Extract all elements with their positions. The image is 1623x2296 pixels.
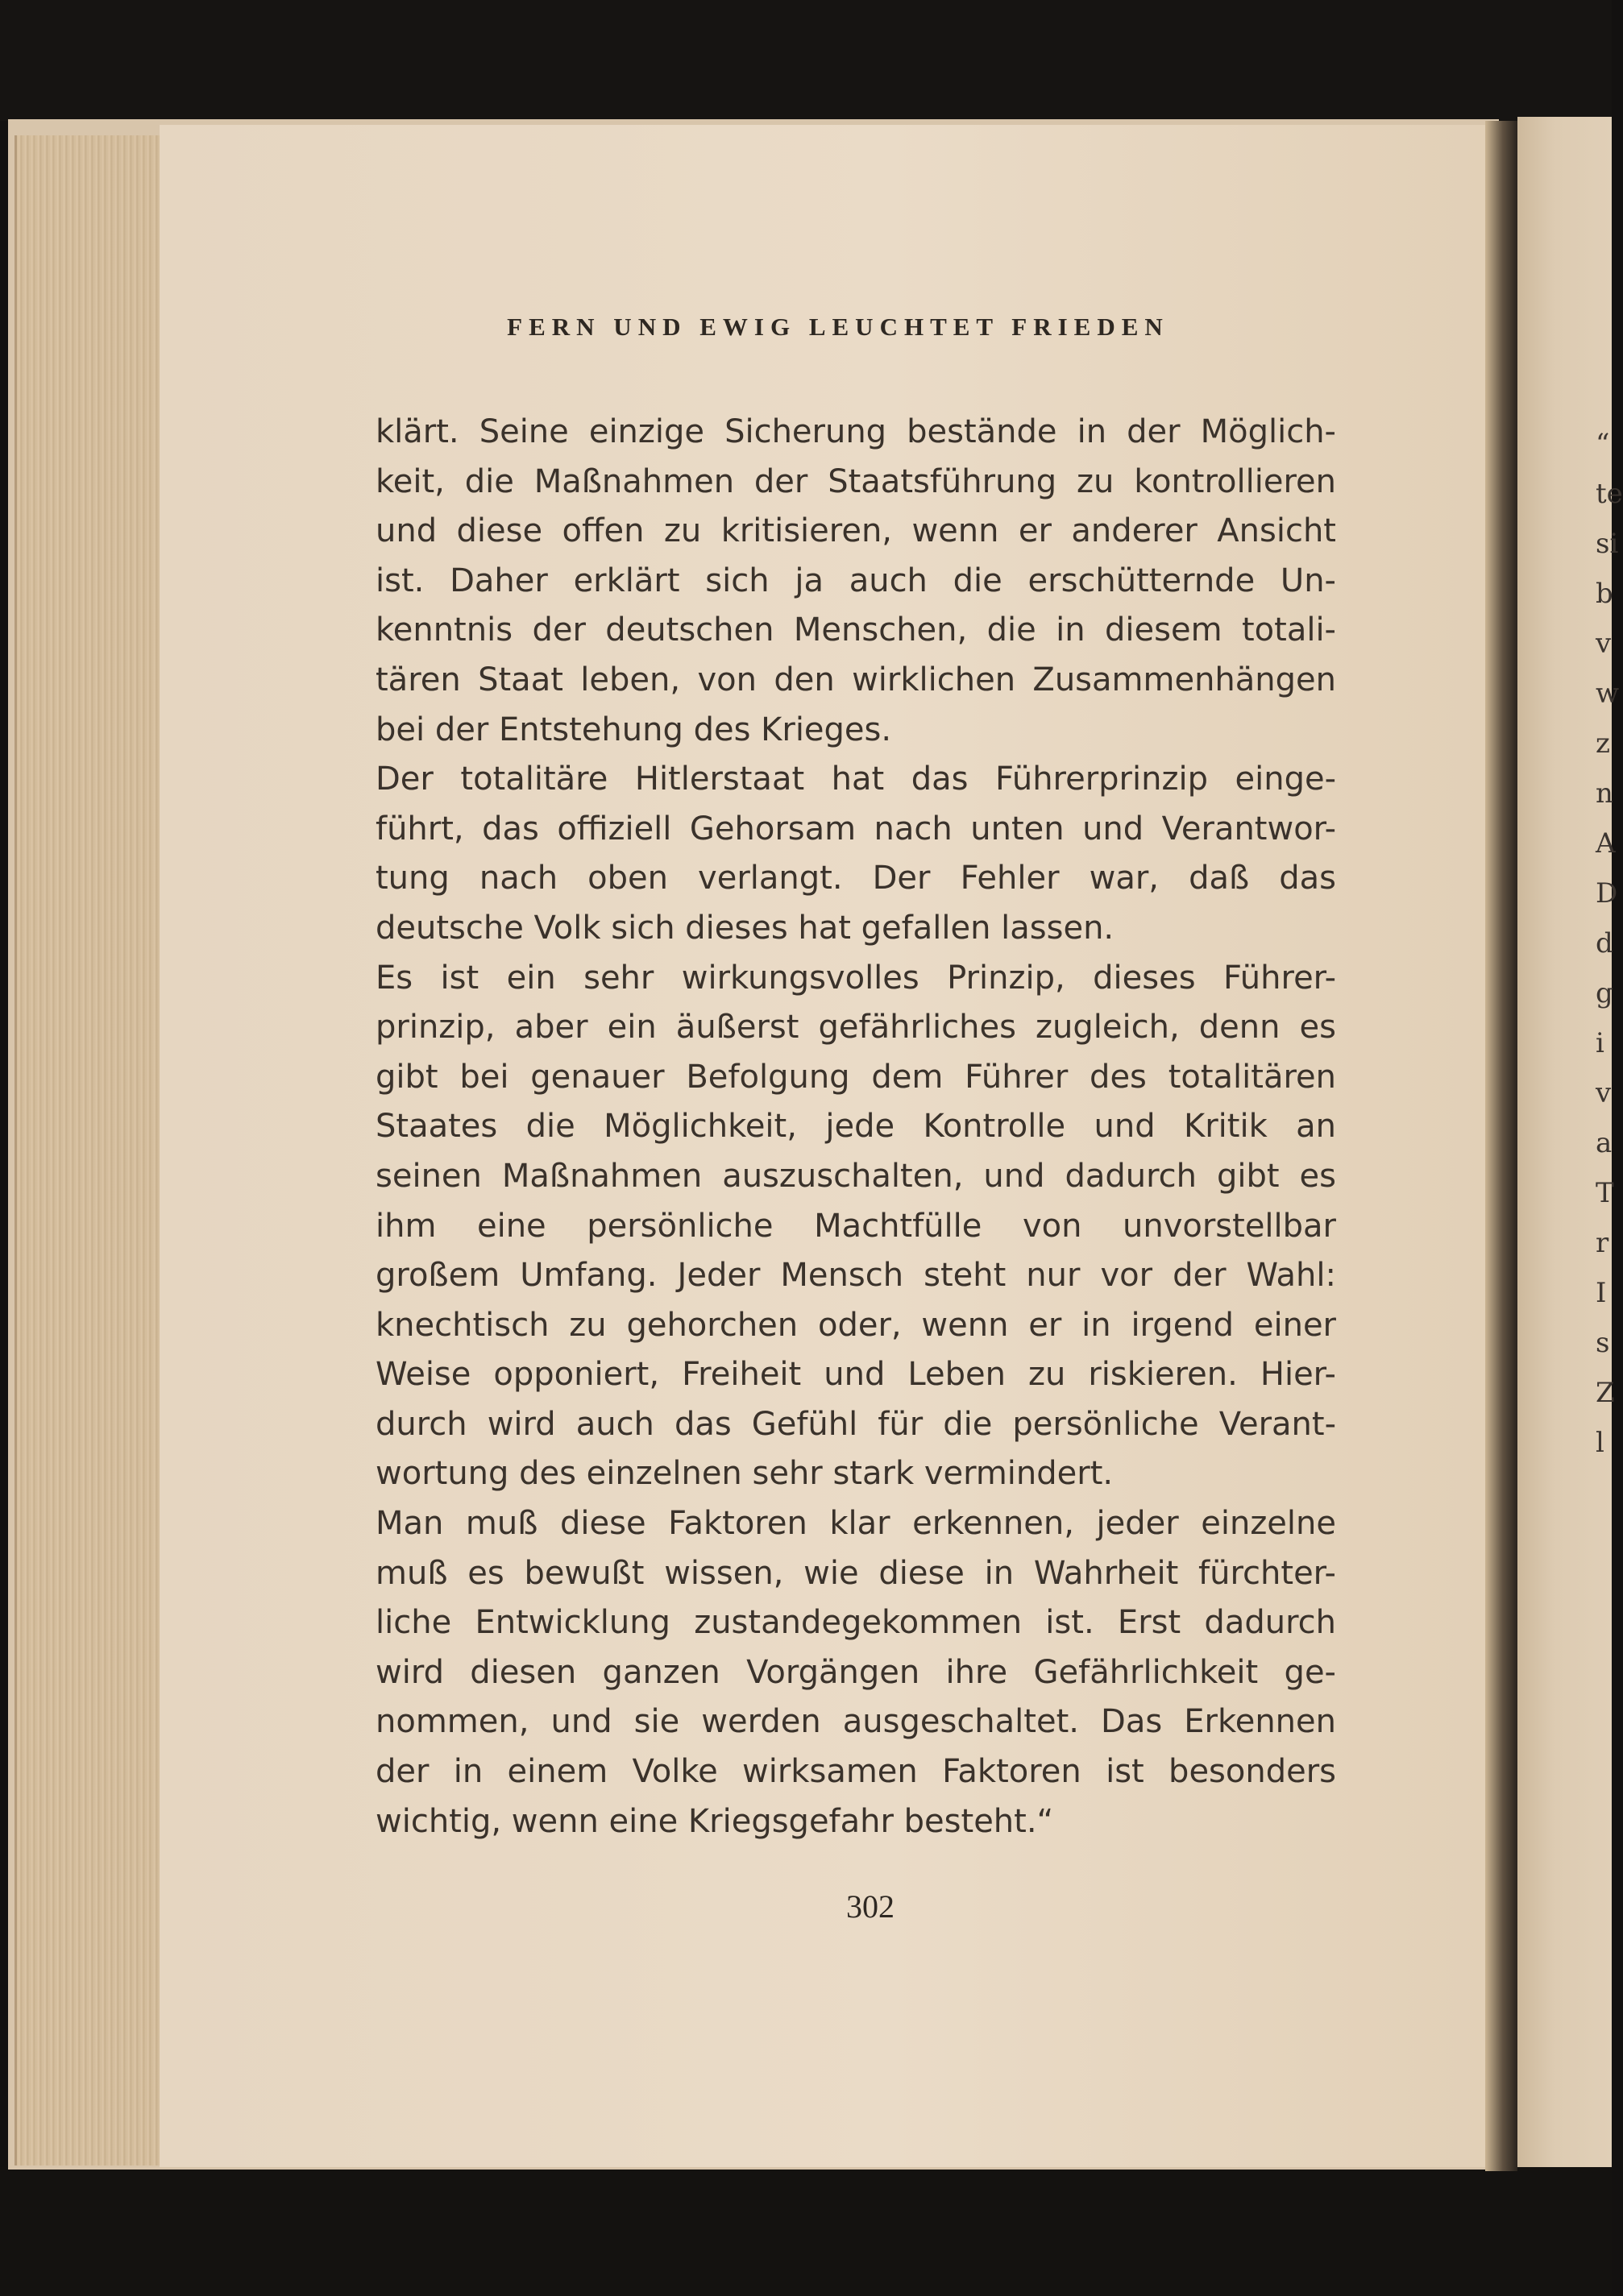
page-edges bbox=[15, 135, 166, 2165]
facing-page-letter: r bbox=[1596, 1227, 1609, 1259]
facing-page-letter: n bbox=[1596, 777, 1613, 810]
text-line: tären Staat leben, von den wirklichen Zusammenhängen bbox=[376, 661, 1336, 698]
text-line: Man muß diese Faktoren klar erkennen, jeder einzelne bbox=[376, 1505, 1336, 1543]
facing-page-letter: v bbox=[1596, 1077, 1612, 1109]
facing-page-letter: “ bbox=[1596, 428, 1610, 460]
dark-background-top bbox=[0, 0, 1612, 121]
text-line: gibt bei genauer Befolgung dem Führer des totalitären bbox=[376, 1058, 1336, 1096]
facing-page-letter: b bbox=[1596, 578, 1613, 610]
facing-page-letter: i bbox=[1596, 1027, 1604, 1059]
facing-page-letter: a bbox=[1596, 1127, 1613, 1159]
facing-page-letter: si bbox=[1596, 528, 1619, 560]
dark-background-bottom bbox=[0, 2167, 1612, 2296]
text-line: Es ist ein sehr wirkungsvolles Prinzip, dieses Führer- bbox=[376, 959, 1336, 997]
facing-page-letter: T bbox=[1596, 1177, 1614, 1209]
facing-page-letter: d bbox=[1596, 927, 1613, 959]
text-line: deutsche Volk sich dieses hat gefallen lassen. bbox=[376, 909, 1115, 947]
text-line: liche Entwicklung zustandegekommen ist. Erst dadurch bbox=[376, 1604, 1336, 1642]
facing-page-letter: v bbox=[1596, 628, 1612, 660]
body-text bbox=[376, 408, 1336, 1846]
text-line: tung nach oben verlangt. Der Fehler war, daß das bbox=[376, 860, 1336, 897]
text-line: der in einem Volke wirksamen Faktoren ist besonders bbox=[376, 1753, 1336, 1791]
running-head: FERN UND EWIG LEUCHTET FRIEDEN bbox=[507, 313, 1169, 341]
book-gutter bbox=[1485, 121, 1517, 2171]
text-line: bei der Entstehung des Krieges. bbox=[376, 711, 892, 748]
text-line: keit, die Maßnahmen der Staatsführung zu kontrollieren bbox=[376, 462, 1336, 500]
text-line: wortung des einzelnen sehr stark vermindert. bbox=[376, 1455, 1114, 1493]
text-line: und diese offen zu kritisieren, wenn er anderer Ansicht bbox=[376, 512, 1336, 550]
facing-page-letter: A bbox=[1596, 827, 1616, 860]
facing-page-letter: I bbox=[1596, 1277, 1607, 1309]
page-number: 302 bbox=[846, 1888, 895, 1925]
facing-page-letter: l bbox=[1596, 1427, 1604, 1459]
text-line: ist. Daher erklärt sich ja auch die erschütternde Un- bbox=[376, 562, 1336, 599]
facing-page-letter: z bbox=[1596, 727, 1610, 760]
text-line: wichtig, wenn eine Kriegsgefahr besteht.“ bbox=[376, 1802, 1054, 1840]
text-line: wird diesen ganzen Vorgängen ihre Gefährlichkeit ge- bbox=[376, 1653, 1336, 1691]
text-line: muß es bewußt wissen, wie diese in Wahrheit fürchter- bbox=[376, 1554, 1336, 1592]
facing-page-letter: te bbox=[1596, 478, 1623, 510]
facing-page-letter: Z bbox=[1596, 1377, 1615, 1409]
text-line: klärt. Seine einzige Sicherung bestände in der Möglich- bbox=[376, 413, 1336, 450]
text-line: durch wird auch das Gefühl für die persönliche Verant- bbox=[376, 1405, 1336, 1443]
text-line: prinzip, aber ein äußerst gefährliches zugleich, denn es bbox=[376, 1009, 1336, 1046]
text-line: knechtisch zu gehorchen oder, wenn er in irgend einer bbox=[376, 1306, 1336, 1344]
text-line: kenntnis der deutschen Menschen, die in diesem totali- bbox=[376, 611, 1336, 649]
text-line: nommen, und sie werden ausgeschaltet. Das Erkennen bbox=[376, 1703, 1336, 1741]
facing-page-letter: g bbox=[1596, 977, 1613, 1009]
text-line: ihm eine persönliche Machtfülle von unvorstellbar bbox=[376, 1207, 1336, 1245]
facing-page-letter: D bbox=[1596, 877, 1618, 910]
text-line: Staates die Möglichkeit, jede Kontrolle und Kritik an bbox=[376, 1108, 1336, 1146]
facing-page-text-fragment bbox=[1596, 419, 1623, 1468]
text-line: großem Umfang. Jeder Mensch steht nur vor der Wahl: bbox=[376, 1257, 1336, 1295]
text-line: Der totalitäre Hitlerstaat hat das Führerprinzip einge- bbox=[376, 760, 1336, 798]
text-line: Weise opponiert, Freiheit und Leben zu riskieren. Hier- bbox=[376, 1356, 1336, 1394]
facing-page-letter: s bbox=[1596, 1327, 1610, 1359]
text-line: seinen Maßnahmen auszuschalten, und dadurch gibt es bbox=[376, 1157, 1336, 1195]
facing-page-letter: w bbox=[1596, 678, 1620, 710]
text-line: führt, das offiziell Gehorsam nach unten und Verantwor- bbox=[376, 810, 1336, 848]
